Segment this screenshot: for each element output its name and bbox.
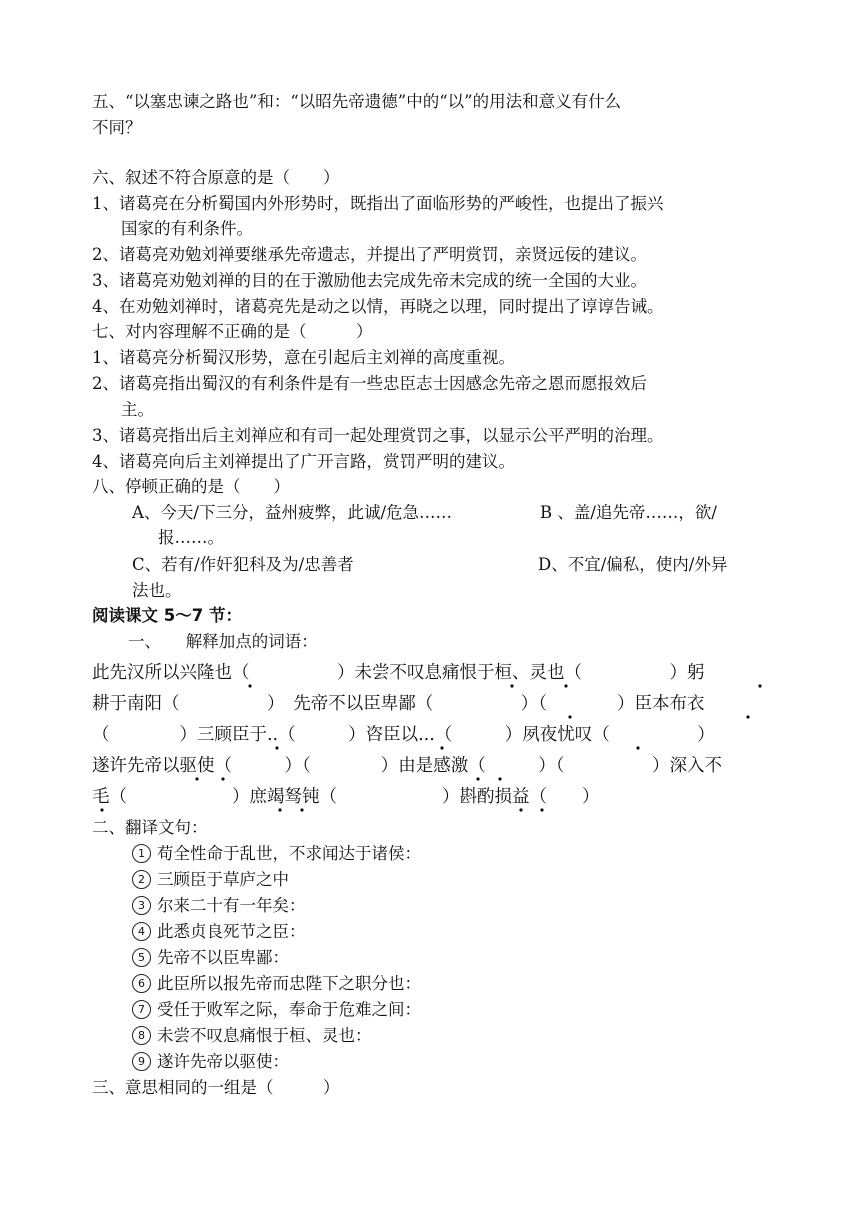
translate-item	[132, 894, 306, 918]
reading-row4: 遂许先帝以驱使（ ）（ ）由是感激（ ）（ ）深入不	[92, 756, 722, 776]
translate-item-text: 未尝不叹息痛恨于桓、灵也：	[157, 1026, 372, 1045]
translate-item-text: 先帝不以臣卑鄙：	[157, 948, 289, 967]
q7-item3: 3、诸葛亮指出后主刘禅应和有司一起处理赏罚之事，以显示公平严明的治理。	[92, 426, 664, 445]
item-number-badge: 9	[132, 1052, 151, 1071]
translate-item	[132, 920, 306, 944]
item-number-badge: 7	[132, 1000, 151, 1019]
q7-item1: 1、诸葛亮分析蜀汉形势，意在引起后主刘禅的高度重视。	[92, 348, 515, 367]
q8-option-b-cont: 报……。	[158, 528, 224, 547]
reading-row5: 毛（ ）庶竭驽钝（ ）斟酌损益（ ）	[92, 787, 600, 807]
translate-item-text: 三顾臣于草庐之中	[157, 870, 289, 889]
q8-title: 八、停顿正确的是（ ）	[92, 477, 290, 496]
item-number-badge: 3	[132, 896, 151, 915]
q5-line1: 五、“以塞忠谏之路也”和：“以昭先帝遗德”中的“以”的用法和意义有什么	[92, 92, 622, 111]
translate-item	[132, 868, 289, 892]
q5-line2: 不同？	[92, 118, 142, 137]
translate-item-text: 此悉贞良死节之臣：	[157, 922, 306, 941]
item-number-badge: 8	[132, 1026, 151, 1045]
reading-row1: 此先汉所以兴隆也（ ）未尝不叹息痛恨于桓、灵也（ ）躬	[92, 663, 705, 683]
translate-item	[132, 1050, 289, 1074]
q6-item4: 4、在劝勉刘禅时，诸葛亮先是动之以情，再晓之以理，同时提出了谆谆告诫。	[92, 297, 664, 316]
q8-option-d: D、不宜/偏私，使内/外异	[538, 555, 728, 574]
q6-item2: 2、诸葛亮劝勉刘禅要继承先帝遗志，并提出了严明赏罚，亲贤远佞的建议。	[92, 245, 647, 264]
q8-option-d-cont: 法也。	[132, 581, 182, 600]
q6-item1: 1、诸葛亮在分析蜀国内外形势时，既指出了面临形势的严峻性，也提出了振兴	[92, 194, 664, 213]
q7-item2: 2、诸葛亮指出蜀汉的有利条件是有一些忠臣志士因感念先帝之恩而愿报效后	[92, 374, 647, 393]
translate-item-text: 受任于败军之际，奉命于危难之间：	[157, 1000, 421, 1019]
translate-item-text: 尔来二十有一年矣：	[157, 896, 306, 915]
q6-item3: 3、诸葛亮劝勉刘禅的目的在于激励他去完成先帝未完成的统一全国的大业。	[92, 271, 647, 290]
translate-title: 二、翻译文句：	[92, 818, 208, 837]
q6-title: 六、叙述不符合原意的是（ ）	[92, 168, 340, 187]
q7-item2-cont: 主。	[121, 400, 154, 419]
item-number-badge: 5	[132, 948, 151, 967]
q7-title: 七、对内容理解不正确的是（ ）	[92, 322, 373, 341]
translate-item	[132, 1024, 372, 1048]
item-number-badge: 1	[132, 844, 151, 863]
q8-option-c: C、若有/作奸犯科及为/忠善者	[132, 555, 354, 574]
q7-item4: 4、诸葛亮向后主刘禅提出了广开言路，赏罚严明的建议。	[92, 452, 515, 471]
translate-item	[132, 972, 421, 996]
reading-heading: 阅读课文 5～7 节：	[92, 606, 242, 625]
reading-row3: （ ）三顾臣于..（ ）咨臣以...（ ）夙夜忧叹（ ）	[92, 725, 715, 745]
translate-item-text: 遂许先帝以驱使：	[157, 1052, 289, 1071]
item-number-badge: 2	[132, 870, 151, 889]
translate-item-text: 苟全性命于乱世，不求闻达于诸侯：	[157, 844, 421, 863]
reading-row2: 耕于南阳（ ） 先帝不以臣卑鄙（ ）（ ）臣本布衣	[92, 694, 705, 714]
item-number-badge: 4	[132, 922, 151, 941]
q6-item1-cont: 国家的有利条件。	[121, 219, 253, 238]
item-number-badge: 6	[132, 974, 151, 993]
q8-option-b: B 、盖/追先帝……，欲/	[540, 503, 717, 522]
translate-item	[132, 842, 421, 866]
reading-sub1: 一、 解释加点的词语：	[128, 632, 318, 651]
q8-option-a: A、今天/下三分，益州疲弊，此诚/危急……	[132, 503, 453, 522]
translate-item	[132, 946, 289, 970]
q3-title: 三、意思相同的一组是（ ）	[92, 1078, 340, 1097]
translate-item	[132, 998, 421, 1022]
translate-item-text: 此臣所以报先帝而忠陛下之职分也：	[157, 974, 421, 993]
